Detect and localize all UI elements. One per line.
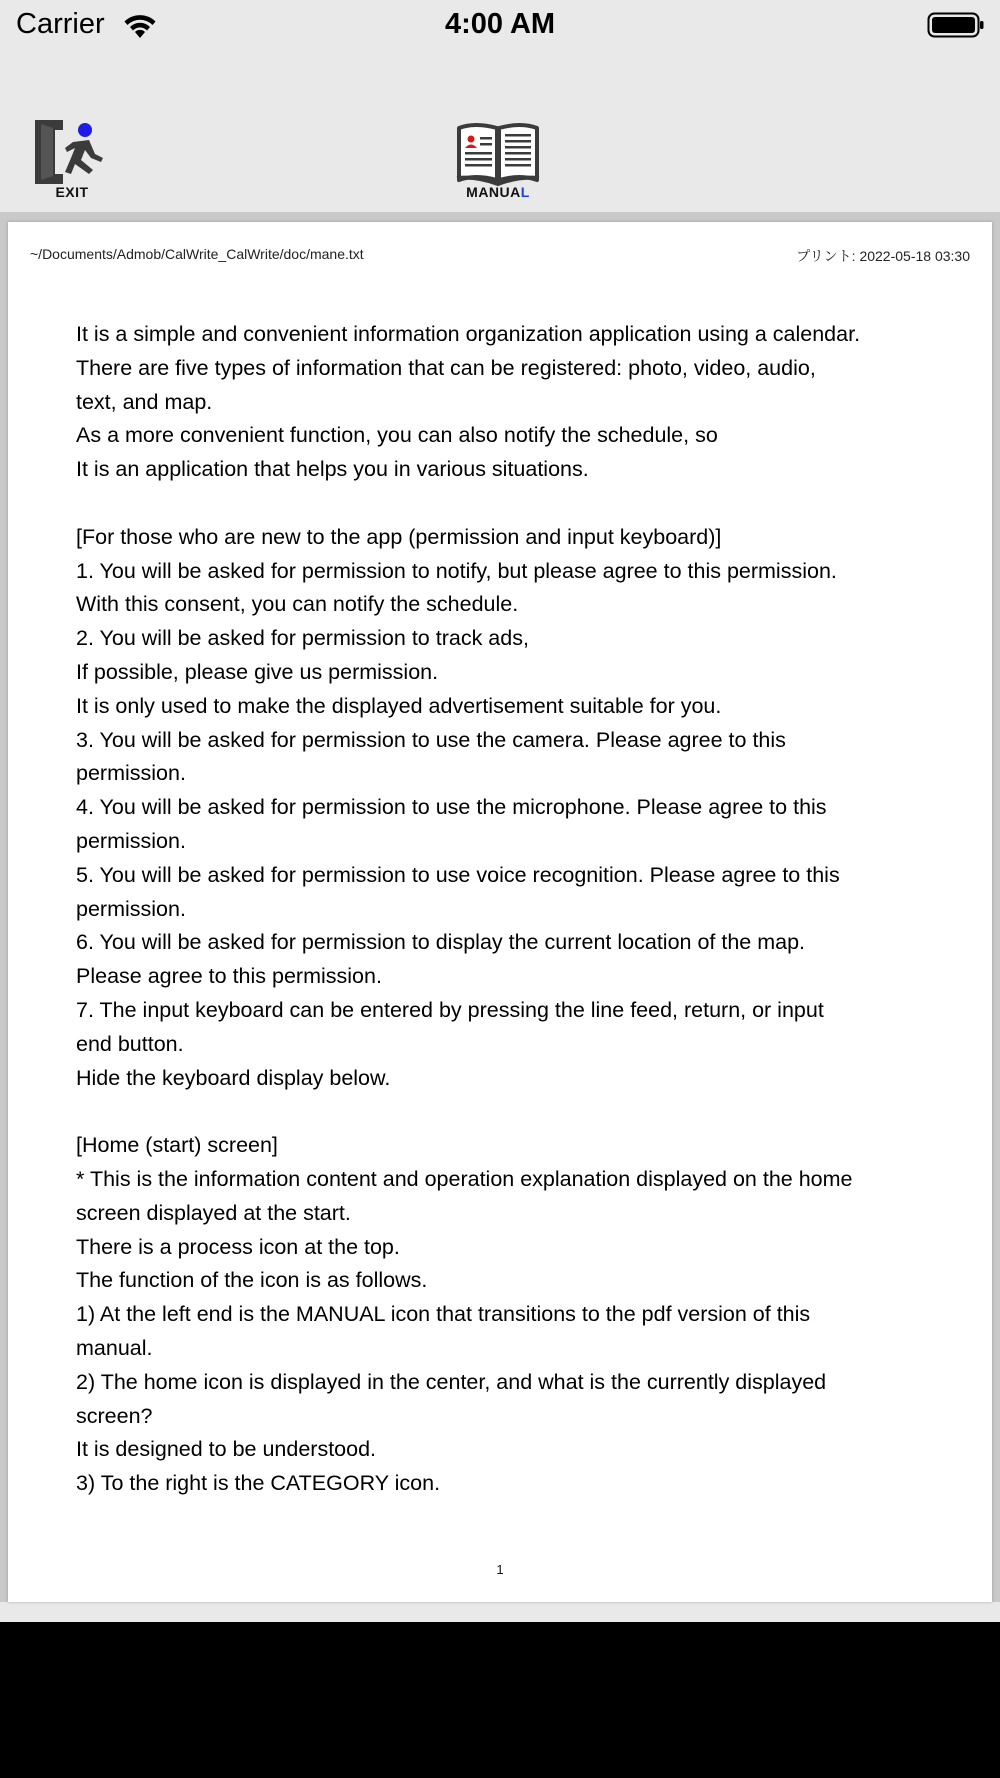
document-line: * This is the information content and operation explanation displayed on the home bbox=[76, 1166, 853, 1191]
document-line: permission. bbox=[76, 828, 186, 853]
document-line: 3. You will be asked for permission to use the camera. Please agree to this bbox=[76, 727, 786, 752]
document-line: It is only used to make the displayed advertisement suitable for you. bbox=[76, 693, 722, 718]
print-date: プリント: 2022-05-18 03:30 bbox=[796, 248, 970, 264]
document-line: If possible, please give us permission. bbox=[76, 659, 439, 684]
document-line: permission. bbox=[76, 761, 186, 786]
document-line: [For those who are new to the app (permission and input keyboard)] bbox=[76, 524, 722, 549]
document-line: 1) At the left end is the MANUAL icon that transitions to the pdf version of this bbox=[76, 1302, 811, 1327]
carrier-label: Carrier bbox=[16, 8, 105, 40]
document-line: 4. You will be asked for permission to use the microphone. Please agree to this bbox=[76, 795, 827, 820]
status-bar bbox=[0, 0, 1000, 50]
status-time: 4:00 AM bbox=[444, 8, 556, 40]
document-line: Hide the keyboard display below. bbox=[76, 1065, 391, 1090]
bottom-black-area bbox=[0, 1622, 1000, 1778]
document-line: With this consent, you can notify the schedule. bbox=[76, 592, 519, 617]
document-body bbox=[76, 318, 936, 1501]
exit-icon bbox=[29, 118, 115, 186]
document-line: [Home (start) screen] bbox=[76, 1133, 278, 1158]
document-line: It is a simple and convenient information organization application using a calendar. bbox=[76, 322, 861, 346]
manual-label bbox=[452, 184, 544, 200]
document-line: It is designed to be understood. bbox=[76, 1437, 377, 1462]
toolbar bbox=[0, 50, 1000, 210]
document-line: 1. You will be asked for permission to notify, but please agree to this permission. bbox=[76, 558, 837, 583]
document-line: There is a process icon at the top. bbox=[76, 1234, 400, 1259]
document-line: permission. bbox=[76, 896, 186, 921]
document-line bbox=[76, 1095, 936, 1129]
document-line: As a more convenient function, you can also notify the schedule, so bbox=[76, 423, 718, 448]
exit-label: EXIT bbox=[55, 184, 89, 200]
document-line: 6. You will be asked for permission to display the current location of the map. bbox=[76, 930, 806, 955]
document-line: 2) The home icon is displayed in the center, and what is the currently displayed bbox=[76, 1369, 827, 1394]
document-line: text, and map. bbox=[76, 389, 213, 414]
document-line: 7. The input keyboard can be entered by pressing the line feed, return, or input bbox=[76, 997, 824, 1022]
document-line: Please agree to this permission. bbox=[76, 964, 382, 989]
document-line: It is an application that helps you in various situations. bbox=[76, 457, 589, 482]
document-line: The function of the icon is as follows. bbox=[76, 1268, 428, 1293]
document-viewer[interactable] bbox=[0, 212, 1000, 1602]
document-path: ~/Documents/Admob/CalWrite_CalWrite/doc/mane.txt bbox=[30, 246, 364, 262]
document-line: screen? bbox=[76, 1403, 153, 1428]
document-line: There are five types of information that can be registered: photo, video, audio, bbox=[76, 355, 816, 380]
document-line: 3) To the right is the CATEGORY icon. bbox=[76, 1471, 441, 1496]
document-line: 2. You will be asked for permission to track ads, bbox=[76, 626, 529, 651]
document-line: end button. bbox=[76, 1031, 184, 1056]
manual-label-end: L bbox=[520, 184, 530, 200]
document-line: screen displayed at the start. bbox=[76, 1200, 351, 1225]
document-line bbox=[76, 487, 936, 521]
manual-button[interactable] bbox=[452, 120, 544, 212]
document-line: manual. bbox=[76, 1335, 153, 1360]
exit-button[interactable] bbox=[26, 118, 118, 210]
battery-icon bbox=[927, 10, 985, 40]
manual-label-start: MANUA bbox=[466, 184, 521, 200]
document-line: 5. You will be asked for permission to use voice recognition. Please agree to this bbox=[76, 862, 840, 887]
document-page bbox=[8, 222, 992, 1602]
manual-book-icon bbox=[455, 120, 541, 186]
page-number: 1 bbox=[496, 1562, 504, 1577]
